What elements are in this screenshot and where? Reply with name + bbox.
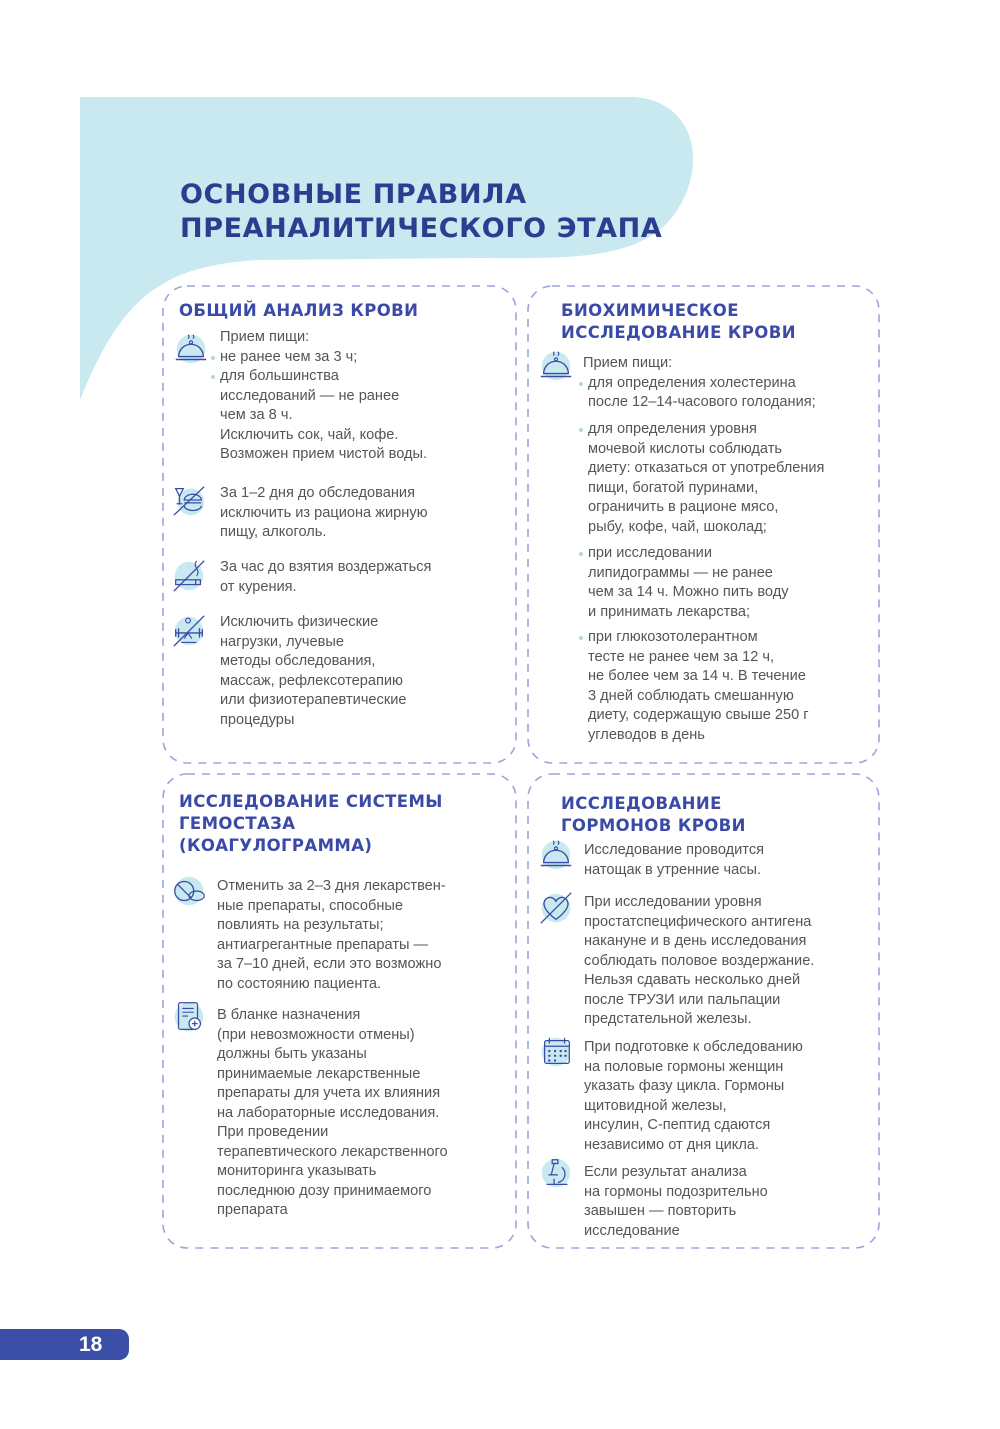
card-title: ИССЛЕДОВАНИЕ ГОРМОНОВ КРОВИ [561,794,746,835]
food-cloche-icon [537,347,575,385]
page-number-tab [0,1329,129,1360]
card-general-blood-test: ОБЩИЙ АНАЛИЗ КРОВИ Прием пищи: не ранее чем за 3 ч; для большинства исследований — не ранее чем за 8 ч. Исключить сок, чай, кофе. Возможен прием чистой воды. За 1–2 дня до обследования исключить из рациона жирную пищу, алкоголь. За час до взятия воздержаться от курения. Исключить физические нагрузки, лучевые методы обследования, массаж, рефлексотерапию или физиотерапевтические процедуры [162,285,517,764]
no-fatty-food-icon [170,481,208,519]
page-title: ОСНОВНЫЕ ПРАВИЛА ПРЕАНАЛИТИЧЕСКОГО ЭТАПА [180,179,663,244]
card-hemostasis-test: ИССЛЕДОВАНИЕ СИСТЕМЫ ГЕМОСТАЗА (КОАГУЛОГРАММА) Отменить за 2–3 дня лекарствен- ные препараты, способные повлиять на результаты; антиагрегантные препараты — за 7–10 дней, если это возможно по состоянию пациента. В бланке назначения (при невозможности отмены) должны быть указаны принимаемые лекарственные препараты для учета их влияния на лабораторные исследования. При проведении терапевтического лекарственного мониторинга указывать последнюю дозу принимаемого препарата [162,773,517,1249]
microscope-icon [537,1154,575,1192]
card-title: БИОХИМИЧЕСКОЕ ИССЛЕДОВАНИЕ КРОВИ [561,301,796,342]
page-number: 18 [79,1333,103,1356]
food-cloche-icon [172,330,210,368]
food-cloche-icon [537,836,575,874]
card-title: ОБЩИЙ АНАЛИЗ КРОВИ [179,301,419,320]
no-intimacy-heart-icon [537,889,575,927]
card-hormone-test: ИССЛЕДОВАНИЕ ГОРМОНОВ КРОВИ Исследование проводится натощак в утренние часы. При исследовании уровня простатспецифического антигена накануне и в день исследования соблюдать половое воздержание. Нельзя сдавать несколько дней после ТРУЗИ или пальпации предстательной железы. При подготовке к обследованию на половые гормоны женщин указать фазу цикла. Гормоны щитовидной железы, инсулин, С-пептид сдаются независимо от дня цикла. Если результат анализа на гормоны подозрительно завышен — повторить исследование [527,773,880,1249]
pills-icon [170,872,208,910]
no-smoking-icon [170,557,208,595]
prescription-form-icon [170,998,208,1036]
card-title: ИССЛЕДОВАНИЕ СИСТЕМЫ ГЕМОСТАЗА (КОАГУЛОГРАММА) [179,792,443,855]
card-biochemical-blood-test: БИОХИМИЧЕСКОЕ ИССЛЕДОВАНИЕ КРОВИ Прием пищи: для определения холестерина после 12–14-часового голодания; для определения уровня мочевой кислоты соблюдать диету: отказаться от употребления пищи, богатой пуринами, ограничить в рационе мясо, рыбу, кофе, чай, шоколад; при исследовании липидограммы — не ранее чем за 14 ч. Можно пить воду и принимать лекарства; при глюкозотолерантном тесте не ранее чем за 12 ч, не более чем за 14 ч. В течение 3 дней соблюдать смешанную диету, содержащую свыше 250 г углеводов в день [527,285,880,764]
cycle-calendar-icon [537,1033,575,1071]
no-exercise-icon [170,612,208,650]
